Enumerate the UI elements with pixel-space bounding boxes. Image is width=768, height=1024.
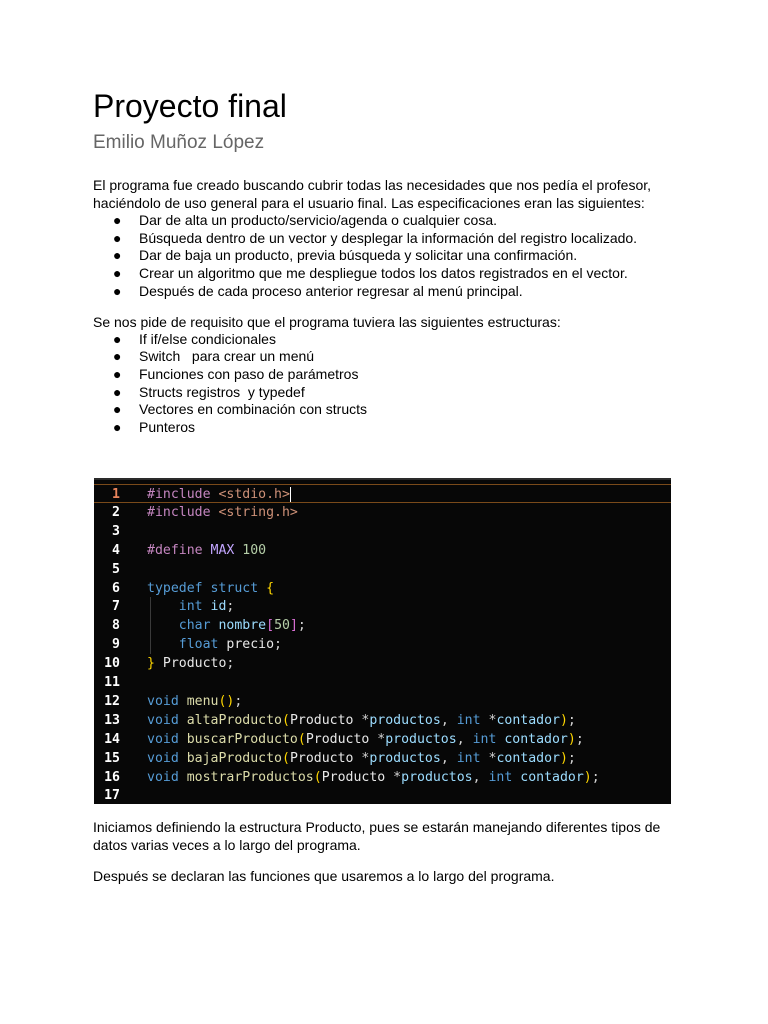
code-line bbox=[94, 616, 671, 635]
list-item: ● Punteros bbox=[113, 419, 196, 436]
line-number: 2 bbox=[112, 504, 120, 520]
line-number: 17 bbox=[104, 788, 120, 804]
document-author: Emilio Muñoz López bbox=[93, 132, 265, 153]
line-number: 6 bbox=[112, 580, 120, 596]
requirements-paragraph: Se nos pide de requisito que el programa tuviera las siguientes estructuras: bbox=[93, 313, 561, 330]
code-text: int id; bbox=[178, 599, 235, 615]
post-code-text bbox=[93, 818, 673, 885]
code-text: float precio; bbox=[178, 637, 282, 653]
bullet-icon: ● bbox=[113, 229, 122, 246]
code-text: void mostrarProductos(Producto *productos, int contador); bbox=[147, 769, 600, 785]
functions-paragraph: Después se declaran las funciones que usaremos a lo largo del programa. bbox=[93, 868, 555, 884]
code-line bbox=[94, 597, 671, 616]
line-number: 1 bbox=[112, 487, 120, 502]
line-number: 10 bbox=[104, 656, 120, 672]
code-line bbox=[94, 673, 671, 692]
list-item: ● Structs registros y typedef bbox=[113, 383, 305, 400]
bullet-icon: ● bbox=[113, 383, 122, 400]
bullet-icon: ● bbox=[113, 212, 122, 228]
list-item: ● Búsqueda dentro de un vector y desplegar la información del registro localizado. bbox=[113, 229, 638, 246]
code-line bbox=[94, 541, 671, 560]
code-line bbox=[94, 692, 671, 711]
list-item: ● Dar de baja un producto, previa búsqueda y solicitar una confirmación. bbox=[113, 247, 578, 264]
bullet-icon: ● bbox=[113, 365, 122, 382]
document-title: Proyecto final bbox=[93, 88, 287, 124]
code-line bbox=[94, 786, 671, 804]
line-number: 4 bbox=[112, 542, 120, 558]
list-item: ● Funciones con paso de parámetros bbox=[113, 365, 359, 382]
code-line bbox=[94, 522, 671, 541]
code-line bbox=[94, 711, 671, 730]
code-line bbox=[94, 730, 671, 749]
line-number: 7 bbox=[112, 599, 120, 615]
line-number: 16 bbox=[104, 769, 120, 785]
text-cursor bbox=[290, 487, 291, 502]
code-text: void bajaProducto(Producto *productos, int *contador); bbox=[147, 750, 576, 766]
code-screenshot bbox=[94, 478, 671, 804]
code-text: void altaProducto(Producto *productos, int *contador); bbox=[147, 712, 576, 728]
intro-paragraph: El programa fue creado buscando cubrir todas las necesidades que nos pedía el profesor, haciéndolo de uso general para el usuario final. Las especificaciones eran las siguientes: bbox=[93, 177, 652, 211]
structure-paragraph: Iniciamos definiendo la estructura Producto, pues se estarán manejando diferentes tipos de datos varias veces a lo largo del programa. bbox=[93, 819, 661, 853]
code-line bbox=[94, 503, 671, 522]
code-text: #include <string.h> bbox=[147, 504, 298, 520]
code-line bbox=[94, 579, 671, 598]
list-item: ● If if/else condicionales bbox=[113, 330, 276, 347]
code-line bbox=[94, 560, 671, 579]
code-text: void menu(); bbox=[147, 693, 243, 709]
code-line bbox=[94, 749, 671, 768]
line-number: 13 bbox=[104, 712, 120, 728]
bullet-icon: ● bbox=[113, 247, 122, 264]
line-number: 11 bbox=[104, 675, 120, 690]
list-item: ● Dar de alta un producto/servicio/agenda o cualquier cosa. bbox=[113, 212, 497, 228]
line-number: 9 bbox=[112, 637, 120, 653]
specs-list bbox=[93, 212, 673, 301]
editor-top-border bbox=[94, 478, 671, 480]
line-number: 14 bbox=[104, 731, 120, 747]
bullet-icon: ● bbox=[113, 282, 122, 299]
list-item: ● Crear un algoritmo que me despliegue todos los datos registrados en el vector. bbox=[113, 265, 628, 282]
code-text: char nombre[50]; bbox=[178, 618, 306, 634]
list-item: ● Vectores en combinación con structs bbox=[113, 401, 368, 418]
code-text: } Producto; bbox=[147, 656, 235, 672]
list-item: ● Después de cada proceso anterior regresar al menú principal. bbox=[113, 282, 523, 299]
indent-guide bbox=[150, 597, 151, 654]
bullet-icon: ● bbox=[113, 265, 122, 282]
code-line bbox=[94, 635, 671, 654]
document-page bbox=[93, 84, 673, 437]
line-number: 8 bbox=[112, 618, 120, 634]
line-number: 12 bbox=[104, 693, 120, 709]
code-line bbox=[94, 768, 671, 787]
list-item: ● Switch para crear un menú bbox=[113, 348, 315, 365]
line-number: 15 bbox=[104, 750, 120, 766]
line-number: 3 bbox=[112, 523, 120, 539]
bullet-icon: ● bbox=[113, 401, 122, 418]
bullet-icon: ● bbox=[113, 330, 122, 347]
code-text: void buscarProducto(Producto *productos, int contador); bbox=[147, 731, 584, 747]
bullet-icon: ● bbox=[113, 348, 122, 365]
bullet-icon: ● bbox=[113, 419, 122, 436]
code-text: #define MAX 100 bbox=[147, 542, 267, 558]
code-text: #include <stdio.h> bbox=[147, 487, 290, 502]
requirements-list bbox=[93, 331, 673, 437]
code-text: typedef struct { bbox=[147, 580, 275, 596]
line-number: 5 bbox=[112, 561, 120, 577]
code-line bbox=[94, 484, 671, 503]
code-line bbox=[94, 654, 671, 673]
